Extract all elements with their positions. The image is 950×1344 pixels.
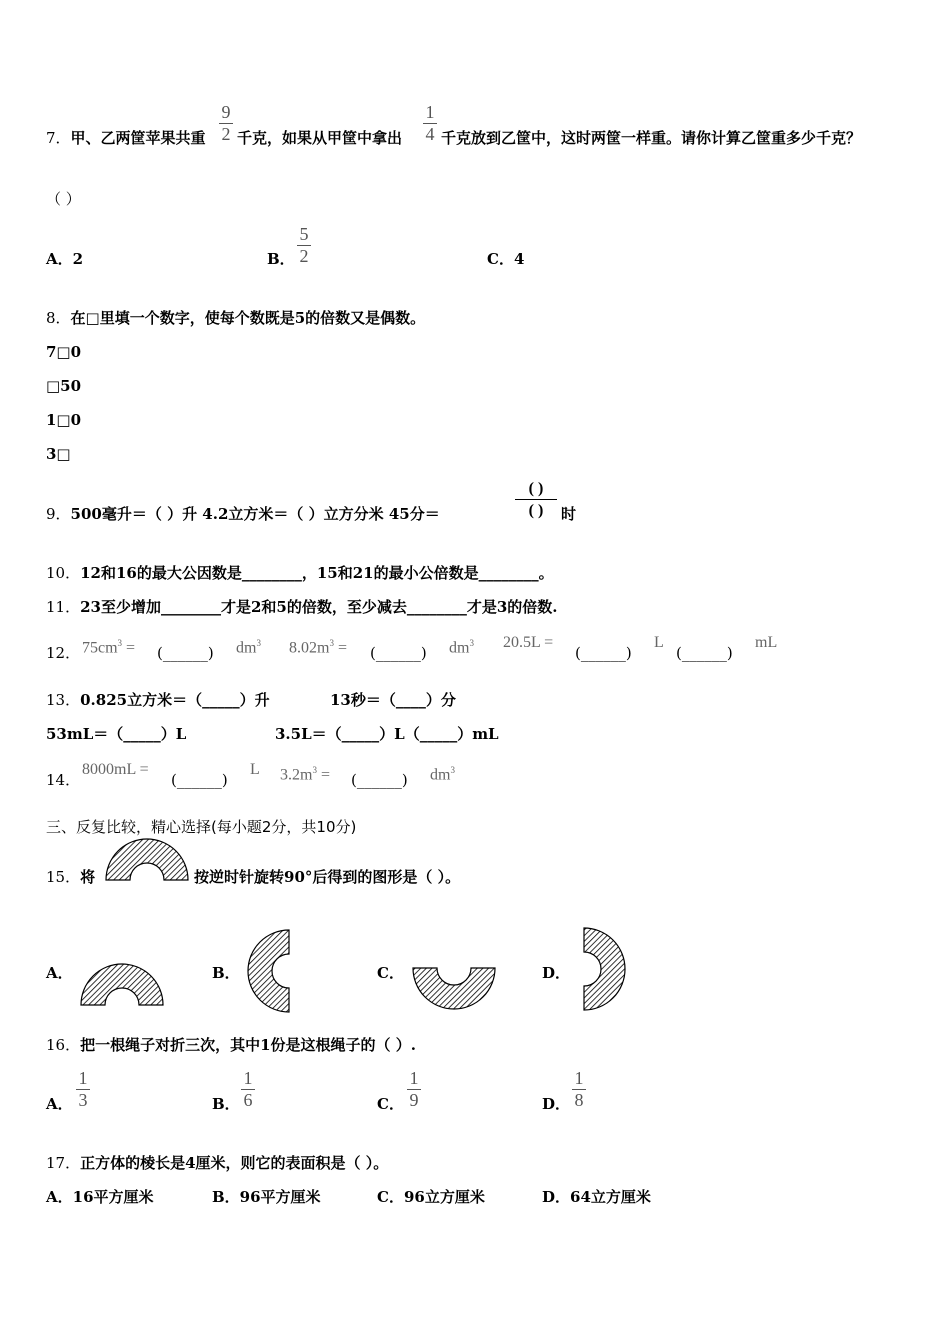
q7-answer-paren: （ ） (46, 190, 81, 208)
q8-text: 在□里填一个数字，使每个数既是5的倍数又是偶数。 (70, 309, 426, 327)
q12-a-unit-text: dm (236, 639, 257, 657)
q9-fraction (515, 479, 557, 520)
q16-d-den: 8 (574, 1090, 584, 1110)
q14-b-unit-text: dm (430, 766, 451, 784)
q16-c-num: 1 (409, 1068, 419, 1088)
q10-line (46, 563, 554, 583)
q14-num-text: 14． (46, 771, 81, 789)
q14-b-blank[interactable]: (______) (351, 771, 408, 789)
q12-c-blank-1[interactable]: (______) (575, 644, 632, 662)
q7-frac2-den: 4 (425, 124, 435, 144)
q12-b-unit-exp: 3 (469, 638, 474, 648)
q7-fraction-1 (219, 103, 233, 144)
q12-c-blank-2[interactable]: (______) (676, 644, 733, 662)
q7-option-a[interactable]: A．2 (46, 250, 84, 268)
q14-b-exp: 3 (312, 765, 317, 775)
q9-line (46, 504, 440, 524)
q14-b-unit (430, 760, 455, 785)
q9-frac-num: ( ) (528, 480, 544, 497)
q7-text-3: 千克放到乙筐中，这时两筐一样重。请你计算乙筐重多少千克？ (441, 129, 862, 147)
q15-semi-annulus-figure (104, 838, 190, 882)
q14-number (46, 770, 80, 790)
q16-option-a[interactable]: A． (46, 1095, 73, 1113)
q8-item-3: 1□0 (46, 411, 82, 429)
q9-tail: 时 (561, 505, 577, 523)
q12-number (46, 643, 80, 663)
q14-b-eq: = (320, 766, 330, 784)
q14-a-blank[interactable]: (______) (171, 771, 228, 789)
q7-frac2-num: 1 (425, 102, 435, 122)
q7-number: 7． (46, 129, 71, 147)
section-3-title: 三、反复比较，精心选择(每小题2分，共10分) (46, 818, 357, 836)
q8-item-1: 7□0 (46, 343, 82, 361)
q12-b-unit-text: dm (449, 639, 470, 657)
q12-c-unit-1: L (654, 634, 664, 651)
q16-option-b-fraction (241, 1069, 255, 1110)
q14-b-value: 3.2m (280, 766, 313, 784)
q15-option-d-figure[interactable] (582, 926, 628, 1012)
q12-b (289, 633, 347, 658)
q7-optb-den: 2 (299, 246, 309, 266)
q7-frac1-den: 2 (221, 124, 231, 144)
q12-c: 20.5L = (503, 634, 554, 651)
q13-line-1a (46, 690, 270, 710)
q16-text: 把一根绳子对折三次，其中1份是这根绳子的（ ）. (80, 1036, 416, 1054)
q13-text-1b: 13秒＝（____）分 (330, 691, 456, 709)
q12-a-exp: 3 (117, 638, 123, 648)
q16-option-c-fraction (407, 1069, 421, 1110)
q16-b-num: 1 (243, 1068, 253, 1088)
q16-c-den: 9 (409, 1090, 419, 1110)
q16-b-den: 6 (243, 1090, 253, 1110)
q13-text-2a: 53mL＝（_____）L (46, 725, 187, 743)
q15-option-b[interactable]: B． (212, 964, 240, 982)
q16-number: 16． (46, 1036, 81, 1054)
q12-num-text: 12． (46, 644, 81, 662)
q15-option-b-figure[interactable] (245, 928, 291, 1014)
q11-line (46, 597, 558, 617)
q17-option-a[interactable]: A．16平方厘米 (46, 1188, 154, 1206)
q12-a (82, 633, 135, 658)
q16-option-d[interactable]: D． (542, 1095, 571, 1113)
q7-option-b[interactable]: B． (267, 250, 295, 268)
q15-line (46, 867, 95, 887)
q15-option-d[interactable]: D． (542, 964, 571, 982)
q7-option-c[interactable]: C．4 (487, 250, 525, 268)
q12-a-eq: = (126, 639, 136, 657)
q12-a-unit (236, 633, 261, 658)
q12-a-value: 75cm (82, 639, 118, 657)
q7-text-2: 千克，如果从甲筐中拿出 (237, 129, 403, 147)
q15-number: 15． (46, 868, 81, 886)
q15-post: 按逆时针旋转90°后得到的图形是（ ）。 (194, 868, 461, 886)
q17-option-b[interactable]: B．96平方厘米 (212, 1188, 321, 1206)
q15-option-a-figure[interactable] (79, 963, 165, 1007)
q15-option-a[interactable]: A． (46, 964, 73, 982)
q7-frac1-num: 9 (221, 102, 231, 122)
q9-number: 9． (46, 505, 71, 523)
q7-optb-num: 5 (299, 224, 309, 244)
q16-option-d-fraction (572, 1069, 586, 1110)
q16-a-num: 1 (78, 1068, 88, 1088)
q17-number: 17． (46, 1154, 81, 1172)
q17-text: 正方体的棱长是4厘米，则它的表面积是（ ）。 (80, 1154, 389, 1172)
q16-d-num: 1 (574, 1068, 584, 1088)
q13-number: 13． (46, 691, 81, 709)
q12-b-eq: = (337, 639, 347, 657)
q16-line (46, 1035, 416, 1055)
q9-text: 500毫升＝（ ）升 4.2立方米＝（ ）立方分米 45分＝ (70, 505, 440, 523)
q16-option-a-fraction (76, 1069, 90, 1110)
q10-text: 12和16的最大公因数是________，15和21的最小公倍数是________。 (80, 564, 554, 582)
q17-line (46, 1153, 388, 1173)
q17-option-c[interactable]: C．96立方厘米 (377, 1188, 485, 1206)
q16-a-den: 3 (78, 1090, 88, 1110)
q16-option-c[interactable]: C． (377, 1095, 404, 1113)
q12-c-unit-2: mL (755, 634, 778, 651)
q9-frac-den: ( ) (528, 502, 544, 519)
q13-text-1a: 0.825立方米＝（_____）升 (80, 691, 270, 709)
q15-pre: 将 (80, 868, 96, 886)
q7-option-b-fraction (297, 225, 311, 266)
q8-line (46, 308, 425, 328)
q15-option-c-figure[interactable] (411, 966, 497, 1010)
q8-item-2: □50 (46, 377, 82, 395)
q17-option-d[interactable]: D．64立方厘米 (542, 1188, 651, 1206)
q12-b-blank[interactable]: (______) (370, 644, 427, 662)
q13-text-2b: 3.5L＝（_____）L（_____）mL (275, 725, 499, 743)
q15-option-c[interactable]: C． (377, 964, 404, 982)
q7-line (46, 128, 206, 148)
q14-a-unit: L (250, 761, 260, 778)
q7-text-1: 甲、乙两筐苹果共重 (70, 129, 206, 147)
q7-fraction-2 (423, 103, 437, 144)
q12-a-unit-exp: 3 (256, 638, 261, 648)
q14-a: 8000mL = (82, 761, 149, 778)
q12-b-value: 8.02m (289, 639, 330, 657)
q8-number: 8． (46, 309, 71, 327)
q10-number: 10． (46, 564, 81, 582)
q8-item-4: 3□ (46, 445, 71, 463)
q16-option-b[interactable]: B． (212, 1095, 240, 1113)
q12-a-blank[interactable]: (______) (157, 644, 214, 662)
q11-number: 11． (46, 598, 81, 616)
q14-b-unit-exp: 3 (450, 765, 455, 775)
q12-b-unit (449, 633, 474, 658)
q14-b (280, 760, 330, 785)
q11-text: 23至少增加________才是2和5的倍数，至少减去________才是3的倍数. (80, 598, 558, 616)
q12-b-exp: 3 (329, 638, 334, 648)
